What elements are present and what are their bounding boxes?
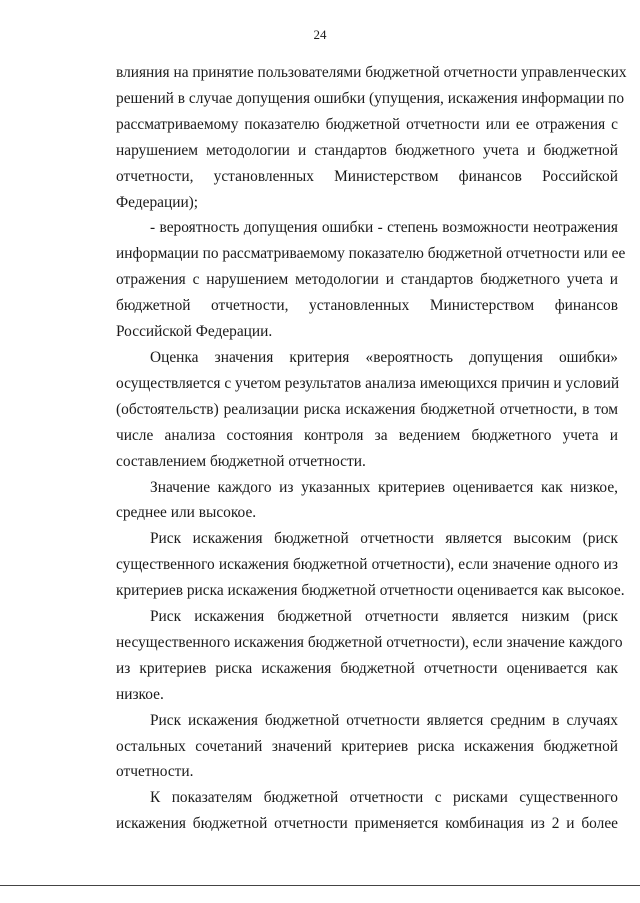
text-line: Риск искажения бюджетной отчетности является высоким (риск bbox=[150, 530, 618, 548]
text-line: отчетности, установленных Министерством финансов Российской bbox=[116, 167, 618, 185]
text-line: нарушением методологии и стандартов бюджетного учета и бюджетной bbox=[116, 141, 618, 159]
text-line: Российской Федерации. bbox=[116, 323, 273, 341]
text-line: информации по рассматриваемому показателю бюджетной отчетности или ее bbox=[116, 245, 626, 263]
text-line: бюджетной отчетности, установленных Министерством финансов bbox=[116, 297, 618, 315]
text-line: низкое. bbox=[116, 685, 164, 703]
text-line: критериев риска искажения бюджетной отчетности оценивается как высокое. bbox=[116, 582, 625, 600]
text-line: Риск искажения бюджетной отчетности является средним в случаях bbox=[150, 711, 618, 729]
text-line: Федерации); bbox=[116, 193, 199, 211]
text-line: осуществляется с учетом результатов анализа имеющихся причин и условий bbox=[116, 374, 620, 392]
text-line: среднее или высокое. bbox=[116, 504, 257, 522]
text-line: отчетности. bbox=[116, 763, 194, 781]
text-line: остальных сочетаний значений критериев риска искажения бюджетной bbox=[116, 737, 618, 755]
text-line: Значение каждого из указанных критериев оценивается как низкое, bbox=[150, 478, 618, 496]
text-line: решений в случае допущения ошибки (упущения, искажения информации по bbox=[116, 89, 625, 107]
scan-edge-line bbox=[0, 885, 640, 886]
text-line: Риск искажения бюджетной отчетности является низким (риск bbox=[150, 608, 618, 626]
text-line: числе анализа состояния контроля за ведением бюджетного учета и bbox=[116, 426, 618, 444]
text-line: искажения бюджетной отчетности применяется комбинация из 2 и более bbox=[116, 815, 618, 833]
document-body bbox=[116, 60, 627, 837]
text-line: составлением бюджетной отчетности. bbox=[116, 452, 366, 470]
text-line: - вероятность допущения ошибки - степень возможности неотражения bbox=[150, 219, 618, 237]
text-line: (обстоятельств) реализации риска искажения бюджетной отчетности, в том bbox=[116, 400, 618, 418]
page-number: 24 bbox=[313, 27, 327, 42]
text-line: влияния на принятие пользователями бюджетной отчетности управленческих bbox=[116, 64, 627, 81]
text-line: существенного искажения бюджетной отчетности), если значение одного из bbox=[116, 556, 618, 574]
text-line: Оценка значения критерия «вероятность допущения ошибки» bbox=[150, 348, 618, 366]
text-line: рассматриваемому показателю бюджетной отчетности или ее отражения с bbox=[116, 115, 618, 133]
text-line: отражения с нарушением методологии и стандартов бюджетного учета и bbox=[116, 271, 618, 289]
text-line: из критериев риска искажения бюджетной отчетности оценивается как bbox=[116, 659, 618, 677]
text-line: К показателям бюджетной отчетности с рисками существенного bbox=[150, 789, 618, 807]
text-line: несущественного искажения бюджетной отчетности), если значение каждого bbox=[116, 633, 623, 651]
